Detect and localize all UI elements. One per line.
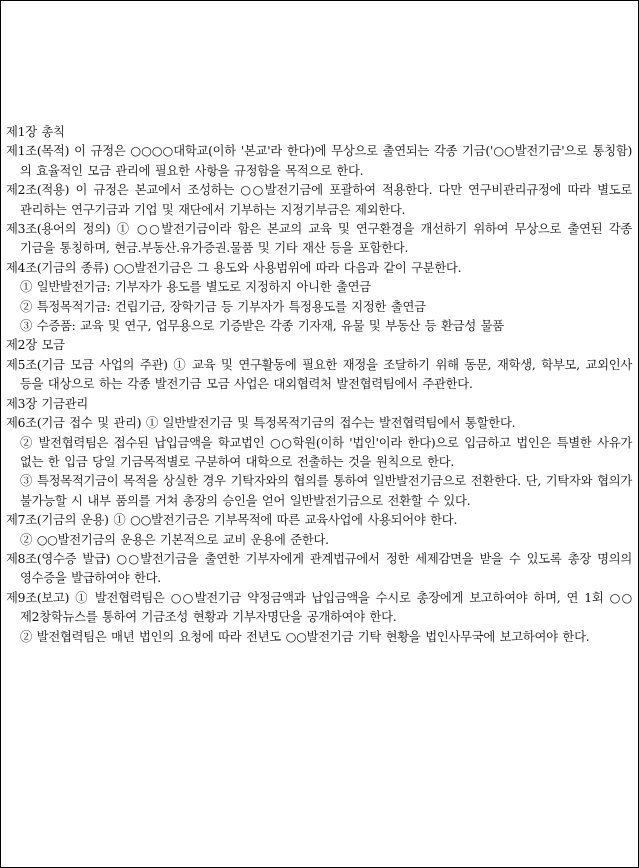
article-5-fundraising: 제5조(기금 모금 사업의 주관) ① 교육 및 연구활동에 필요한 재정을 조달하기 위해 동문, 재학생, 학부모, 교외인사 등을 대상으로 하는 각종 발전기금 모금 사업은 대외협력처 발전협력팀에서 주관한다. xyxy=(6,357,632,392)
article-4-item-2: ② 특정목적기금: 건립기금, 장학기금 등 기부자가 특정용도를 지정한 출연금 xyxy=(20,299,426,314)
article-7-item-2: ② ○○발전기금의 운용은 기본적으로 교비 운용에 준한다. xyxy=(20,532,329,547)
article-6-item-2: ② 발전협력팀은 접수된 납입금액을 학교법인 ○○학원(이하 '법인'이라 한다)으로 입금하고 법인은 특별한 사유가 없는 한 입금 당일 기금목적별로 구분하여 대학으로 전출하는 것을 원칙으로 한다. xyxy=(20,435,632,469)
article-6-item-3: ③ 특정목적기금이 목적을 상실한 경우 기탁자와의 협의를 통하여 일반발전기금으로 전환한다. 단, 기탁자와 협의가 불가능할 시 내부 품의를 거쳐 총장의 승인을 얻어 일반발전기금으로 전환할 수 있다. xyxy=(20,474,632,508)
chapter-heading: 제2장 모금 xyxy=(6,338,65,353)
article-4-fund-types: 제4조(기금의 종류) ○○발전기금은 그 용도와 사용범위에 따라 다음과 같이 구분한다. xyxy=(6,260,462,275)
article-3-definitions: 제3조(용어의 정의) ① ○○발전기금이라 함은 본교의 교육 및 연구환경을 개선하기 위하여 무상으로 출연된 각종 기금을 통칭하며, 현금.부동산.유가증권.물품 및 기타 재산 등을 포함한다. xyxy=(6,222,632,256)
article-4-item-1: ① 일반발전기금: 기부자가 용도를 별도로 지정하지 아니한 출연금 xyxy=(20,280,371,295)
article-9-report: 제9조(보고) ① 발전협력팀은 ○○발전기금 약정금액과 납입금액을 수시로 총장에게 보고하여야 하며, 연 1회 ○○제2창학뉴스를 통하여 기금조성 현황과 기부자명단을 공개하여야 한다. xyxy=(6,590,632,625)
article-9-item-2: ② 발전협력팀은 매년 법인의 요청에 따라 전년도 ○○발전기금 기탁 현황을 법인사무국에 보고하여야 한다. xyxy=(20,629,590,644)
chapter-heading: 제3장 기금관리 xyxy=(6,396,89,411)
regulation-document xyxy=(6,123,632,647)
article-4-item-3: ③ 수증품: 교육 및 연구, 업무용으로 기증받은 각종 기자재, 유물 및 부동산 등 환금성 물품 xyxy=(20,319,504,334)
article-2-scope: 제2조(적용) 이 규정은 본교에서 조성하는 ○○발전기금에 포괄하여 적용한다. 다만 연구비관리규정에 따라 별도로 관리하는 연구기금과 기업 및 재단에서 기부하는 지정기부금은 제외한다. xyxy=(6,183,632,217)
article-1-purpose: 제1조(목적) 이 규정은 ○○○○대학교(이하 '본교'라 한다)에 무상으로 출연되는 각종 기금('○○발전기금'으로 통칭함)의 효율적인 모금 관리에 필요한 사항을 규정함을 목적으로 한다. xyxy=(6,144,632,178)
chapter-heading: 제1장 총칙 xyxy=(6,125,65,139)
article-7-operation: 제7조(기금의 운용) ① ○○발전기금은 기부목적에 따른 교육사업에 사용되어야 한다. xyxy=(6,513,458,528)
article-8-receipt-issuance: 제8조(영수증 발급) ○○발전기금을 출연한 기부자에게 관계법규에서 정한 세제감면을 받을 수 있도록 총장 명의의 영수증을 발급하여야 한다. xyxy=(6,551,632,586)
article-6-receipt-management: 제6조(기금 접수 및 관리) ① 일반발전기금 및 특정목적기금의 접수는 발전협력팀에서 통할한다. xyxy=(6,416,516,431)
